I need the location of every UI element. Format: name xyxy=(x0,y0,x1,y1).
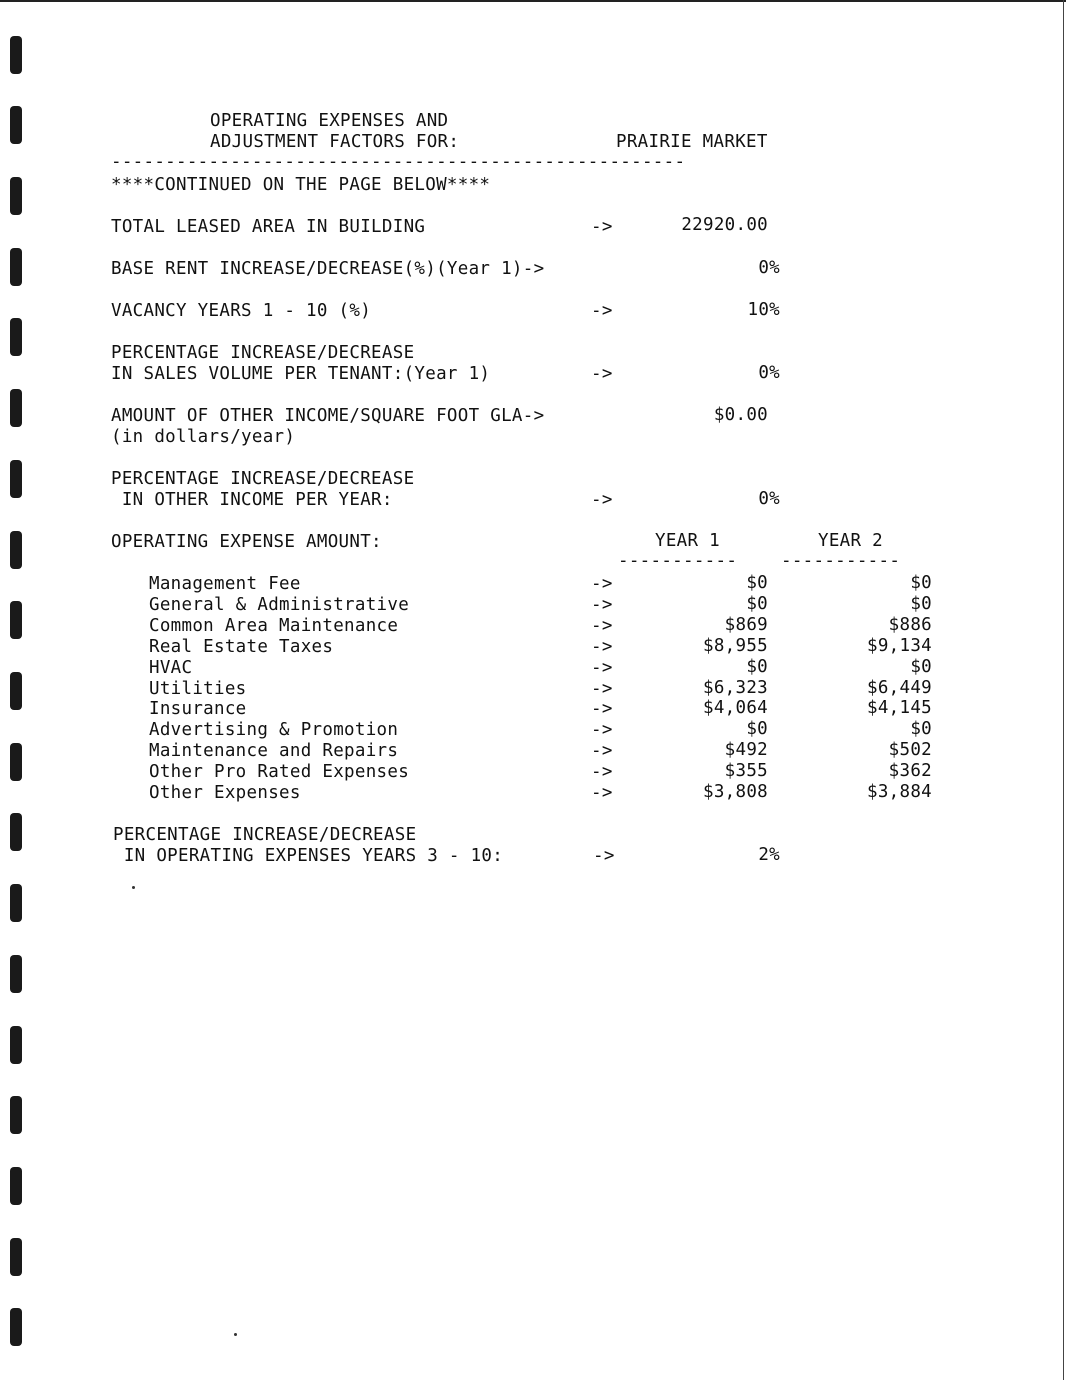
expense-year-1-value: $0 xyxy=(746,657,768,677)
expense-label: Utilities xyxy=(149,679,247,699)
title-line-1: OPERATING EXPENSES AND xyxy=(210,111,449,131)
binder-hole xyxy=(10,1167,22,1205)
arrow: -> xyxy=(591,574,613,594)
scan-speck xyxy=(234,1333,237,1336)
binder-hole xyxy=(10,1238,22,1276)
expense-label: General & Administrative xyxy=(149,595,410,615)
expense-label: Other Expenses xyxy=(149,783,301,803)
binder-hole xyxy=(10,672,22,710)
column-header-year-1: YEAR 1 xyxy=(655,531,721,551)
expense-year-2-value: $0 xyxy=(910,719,932,739)
binder-hole xyxy=(10,531,22,569)
binder-hole xyxy=(10,813,22,851)
binder-hole xyxy=(10,177,22,215)
factor-label: IN SALES VOLUME PER TENANT:(Year 1) xyxy=(111,364,491,384)
expense-year-2-value: $0 xyxy=(910,657,932,677)
expense-label: HVAC xyxy=(149,658,193,678)
factor-label: PERCENTAGE INCREASE/DECREASE xyxy=(113,825,417,845)
arrow: -> xyxy=(591,762,613,782)
arrow: -> xyxy=(591,679,613,699)
factor-label: PERCENTAGE INCREASE/DECREASE xyxy=(111,343,415,363)
column-header-year-2: YEAR 2 xyxy=(818,531,884,551)
binder-hole xyxy=(10,460,22,498)
factor-value: 0% xyxy=(758,258,780,278)
expense-label: Real Estate Taxes xyxy=(149,637,334,657)
expense-year-2-value: $9,134 xyxy=(866,636,932,656)
expense-year-2-value: $6,449 xyxy=(866,678,932,698)
arrow: -> xyxy=(591,217,613,237)
page-edge-right xyxy=(1063,0,1064,1380)
arrow: -> xyxy=(591,699,613,719)
binder-hole xyxy=(10,1026,22,1064)
binder-hole xyxy=(10,955,22,993)
factor-label: IN OPERATING EXPENSES YEARS 3 - 10: xyxy=(113,846,504,866)
factor-label: IN OTHER INCOME PER YEAR: xyxy=(111,490,393,510)
factor-value: 10% xyxy=(747,300,780,320)
binder-hole xyxy=(10,389,22,427)
expense-heading: OPERATING EXPENSE AMOUNT: xyxy=(111,532,382,552)
expense-year-1-value: $0 xyxy=(746,719,768,739)
page-edge-top xyxy=(0,0,1066,2)
factor-label: VACANCY YEARS 1 - 10 (%) xyxy=(111,301,372,321)
binder-hole xyxy=(10,1096,22,1134)
column-rule-year-1: ----------- xyxy=(618,551,738,571)
binder-hole xyxy=(10,248,22,286)
expense-year-1-value: $0 xyxy=(746,573,768,593)
binder-hole xyxy=(10,884,22,922)
binder-hole xyxy=(10,601,22,639)
continued-note: ****CONTINUED ON THE PAGE BELOW**** xyxy=(111,175,491,195)
arrow: -> xyxy=(591,658,613,678)
arrow: -> xyxy=(591,490,613,510)
factor-label: TOTAL LEASED AREA IN BUILDING xyxy=(111,217,426,237)
factor-value: $0.00 xyxy=(713,405,768,425)
factor-value: 0% xyxy=(758,363,780,383)
arrow: -> xyxy=(591,364,613,384)
binder-hole xyxy=(10,318,22,356)
expense-year-1-value: $0 xyxy=(746,594,768,614)
factor-value: 2% xyxy=(758,845,780,865)
column-rule-year-2: ----------- xyxy=(781,551,901,571)
arrow: -> xyxy=(591,720,613,740)
binder-hole xyxy=(10,106,22,144)
expense-label: Other Pro Rated Expenses xyxy=(149,762,410,782)
expense-label: Insurance xyxy=(149,699,247,719)
arrow: -> xyxy=(591,595,613,615)
expense-year-1-value: $4,064 xyxy=(702,698,768,718)
arrow: -> xyxy=(591,616,613,636)
expense-year-2-value: $3,884 xyxy=(866,782,932,802)
header-rule: ----------------------------------------------------- xyxy=(111,152,686,172)
expense-label: Common Area Maintenance xyxy=(149,616,399,636)
property-name: PRAIRIE MARKET xyxy=(616,132,768,152)
expense-label: Management Fee xyxy=(149,574,301,594)
expense-year-2-value: $0 xyxy=(910,594,932,614)
expense-label: Advertising & Promotion xyxy=(149,720,399,740)
factor-label: (in dollars/year) xyxy=(111,427,296,447)
title-line-2: ADJUSTMENT FACTORS FOR: xyxy=(210,132,460,152)
expense-year-1-value: $6,323 xyxy=(702,678,768,698)
expense-year-2-value: $502 xyxy=(888,740,932,760)
factor-label: PERCENTAGE INCREASE/DECREASE xyxy=(111,469,415,489)
arrow: -> xyxy=(591,637,613,657)
expense-year-2-value: $362 xyxy=(888,761,932,781)
expense-year-1-value: $355 xyxy=(724,761,768,781)
expense-year-2-value: $4,145 xyxy=(866,698,932,718)
factor-label: BASE RENT INCREASE/DECREASE(%)(Year 1)-> xyxy=(111,259,545,279)
factor-value: 0% xyxy=(758,489,780,509)
binder-hole xyxy=(10,743,22,781)
expense-year-2-value: $886 xyxy=(888,615,932,635)
binder-hole xyxy=(10,36,22,74)
arrow: -> xyxy=(591,741,613,761)
expense-year-1-value: $492 xyxy=(724,740,768,760)
expense-year-1-value: $3,808 xyxy=(702,782,768,802)
factor-value: 22920.00 xyxy=(681,215,768,235)
arrow: -> xyxy=(591,301,613,321)
arrow: -> xyxy=(593,846,615,866)
expense-year-1-value: $869 xyxy=(724,615,768,635)
scan-speck xyxy=(132,886,135,889)
factor-label: AMOUNT OF OTHER INCOME/SQUARE FOOT GLA-> xyxy=(111,406,545,426)
expense-year-2-value: $0 xyxy=(910,573,932,593)
expense-label: Maintenance and Repairs xyxy=(149,741,399,761)
arrow: -> xyxy=(591,783,613,803)
expense-year-1-value: $8,955 xyxy=(702,636,768,656)
binder-hole xyxy=(10,1308,22,1346)
